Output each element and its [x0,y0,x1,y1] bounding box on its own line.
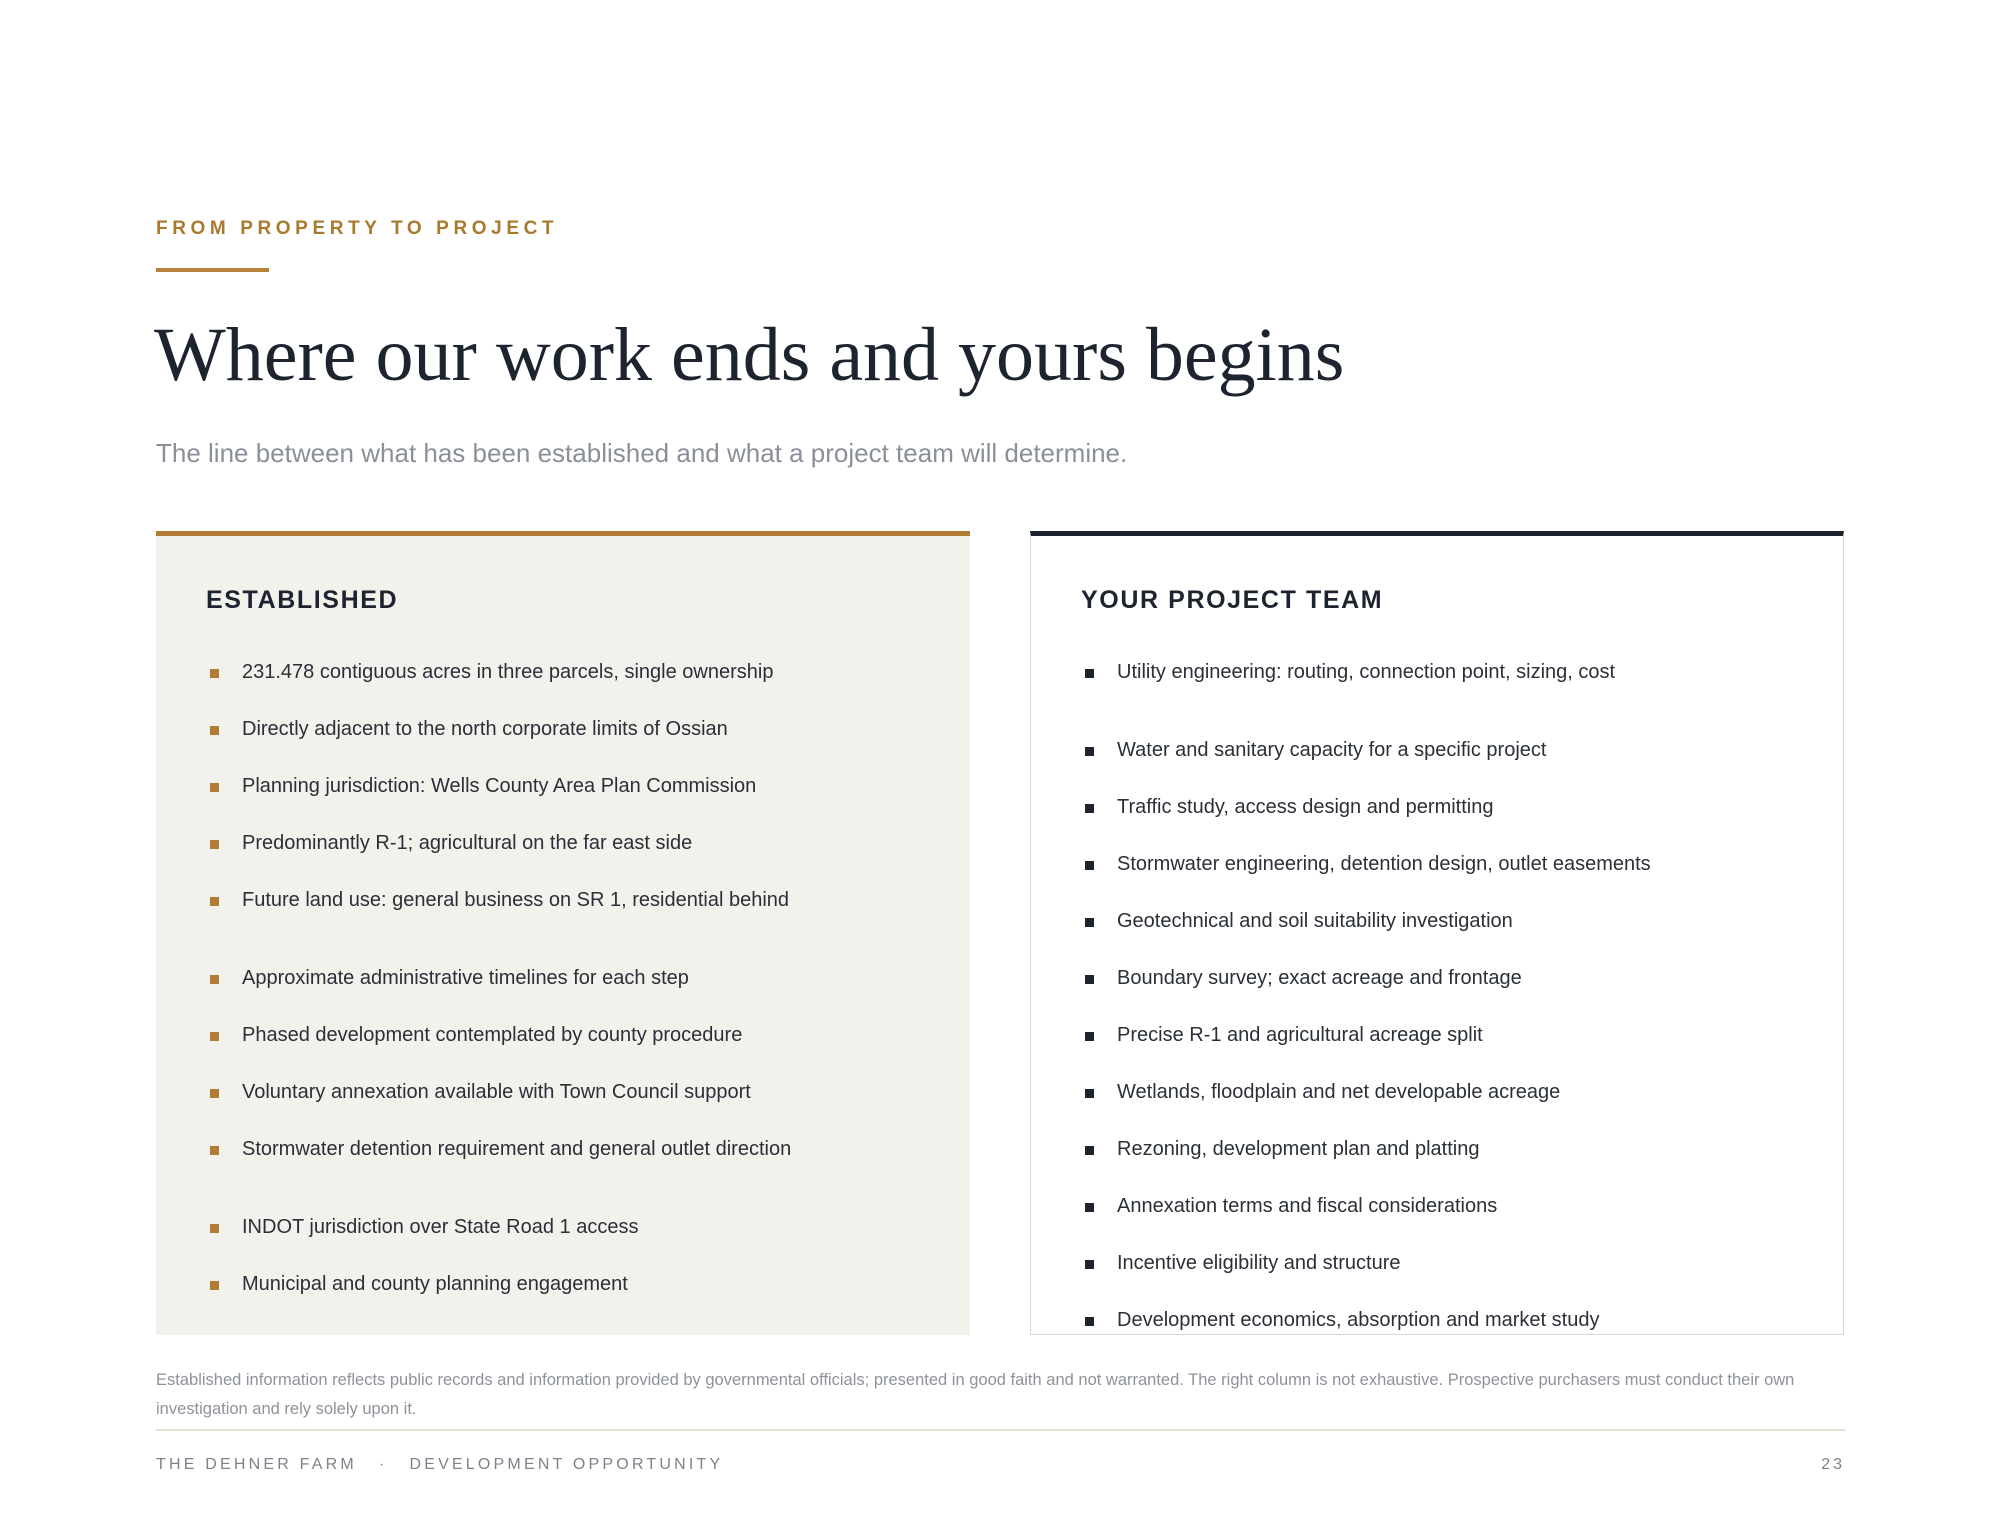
project-team-item [1117,661,1615,684]
bullet-icon [1085,1260,1094,1269]
bullet-icon [1085,747,1094,756]
footer-separator: · [378,1456,388,1473]
project-team-item [1117,910,1513,933]
project-team-panel [1030,531,1844,1335]
footer-property [156,1456,723,1474]
established-item-text: 231.478 contiguous acres in three parcels, single ownership [242,661,774,683]
established-item [242,1138,791,1161]
established-item [242,1273,628,1296]
project-team-item [1117,853,1651,876]
project-team-item [1117,1252,1400,1275]
project-team-item [1117,1195,1497,1218]
footer-section-name: DEVELOPMENT OPPORTUNITY [409,1456,724,1473]
project-team-item [1117,1081,1560,1104]
established-panel [156,531,970,1335]
established-item-text: Municipal and county planning engagement [242,1273,628,1295]
established-item-text: Predominantly R-1; agricultural on the far east side [242,832,693,854]
established-item [242,1081,751,1104]
bullet-icon [210,1032,219,1041]
established-item [242,718,728,741]
project-team-item-text: Stormwater engineering, detention design, outlet easements [1117,853,1651,875]
established-item [242,1024,742,1047]
eyebrow-label: FROM PROPERTY TO PROJECT [156,218,559,239]
project-team-item-text: Utility engineering: routing, connection point, sizing, cost [1117,661,1616,683]
bullet-icon [210,840,219,849]
established-item-text: Planning jurisdiction: Wells County Area Plan Commission [242,775,757,797]
project-team-item [1117,796,1493,819]
bullet-icon [210,1224,219,1233]
disclaimer: Established information reflects public records and information provided by governmental officials; presented in good faith and not warranted. The right column is not exhaustive. Prospective purchasers must conduct their own investigation and rely solely upon it. [156,1371,1795,1418]
bullet-icon [210,669,219,678]
bullet-icon [1085,1317,1094,1326]
bullet-icon [210,783,219,792]
page-subtitle: The line between what has been established and what a project team will determine. [156,438,1128,468]
bullet-icon [1085,669,1094,678]
established-item-text: INDOT jurisdiction over State Road 1 access [242,1216,639,1238]
page-title: Where our work ends and yours begins [154,313,1345,397]
project-team-item [1117,1024,1483,1047]
project-team-item-text: Precise R-1 and agricultural acreage split [1117,1024,1483,1046]
established-item [242,775,756,798]
bullet-icon [210,975,219,984]
bullet-icon [210,1089,219,1098]
established-item-text: Stormwater detention requirement and general outlet direction [242,1138,792,1160]
bullet-icon [1085,975,1094,984]
bullet-icon [210,897,219,906]
established-item-text: Directly adjacent to the north corporate limits of Ossian [242,718,728,740]
project-team-heading: YOUR PROJECT TEAM [1081,586,1384,614]
bullet-icon [1085,1089,1094,1098]
project-team-item-text: Annexation terms and fiscal considerations [1117,1195,1498,1217]
project-team-item-text: Traffic study, access design and permitting [1117,796,1494,818]
project-team-item-text: Water and sanitary capacity for a specific project [1117,739,1547,761]
project-team-item-text: Boundary survey; exact acreage and frontage [1117,967,1522,989]
footer-rule [156,1429,1845,1431]
bullet-icon [210,1146,219,1155]
bullet-icon [1085,918,1094,927]
bullet-icon [210,726,219,735]
project-team-item [1117,1138,1479,1161]
bullet-icon [1085,1203,1094,1212]
footer-property-name: THE DEHNER FARM [156,1456,357,1473]
project-team-item [1117,1309,1599,1332]
established-item-text: Voluntary annexation available with Town Council support [242,1081,751,1103]
project-team-item-text: Wetlands, floodplain and net developable acreage [1117,1081,1561,1103]
bullet-icon [210,1281,219,1290]
established-heading: ESTABLISHED [206,586,399,614]
bullet-icon [1085,1032,1094,1041]
page-number: 23 [1821,1456,1845,1473]
project-team-item [1117,967,1522,990]
established-item-text: Phased development contemplated by county procedure [242,1024,743,1046]
bullet-icon [1085,1146,1094,1155]
established-item-text: Future land use: general business on SR 1, residential behind [242,889,790,911]
established-item-text: Approximate administrative timelines for each step [242,967,689,989]
project-team-item-text: Rezoning, development plan and platting [1117,1138,1480,1160]
project-team-item-text: Incentive eligibility and structure [1117,1252,1401,1274]
established-item [242,889,789,912]
project-team-item [1117,739,1546,762]
eyebrow-rule [156,268,269,272]
established-item [242,1216,638,1239]
bullet-icon [1085,861,1094,870]
project-team-item-text: Geotechnical and soil suitability investigation [1117,910,1513,932]
established-item [242,967,689,990]
established-item [242,832,692,855]
project-team-item-text: Development economics, absorption and market study [1117,1309,1600,1331]
established-item [242,661,773,684]
bullet-icon [1085,804,1094,813]
